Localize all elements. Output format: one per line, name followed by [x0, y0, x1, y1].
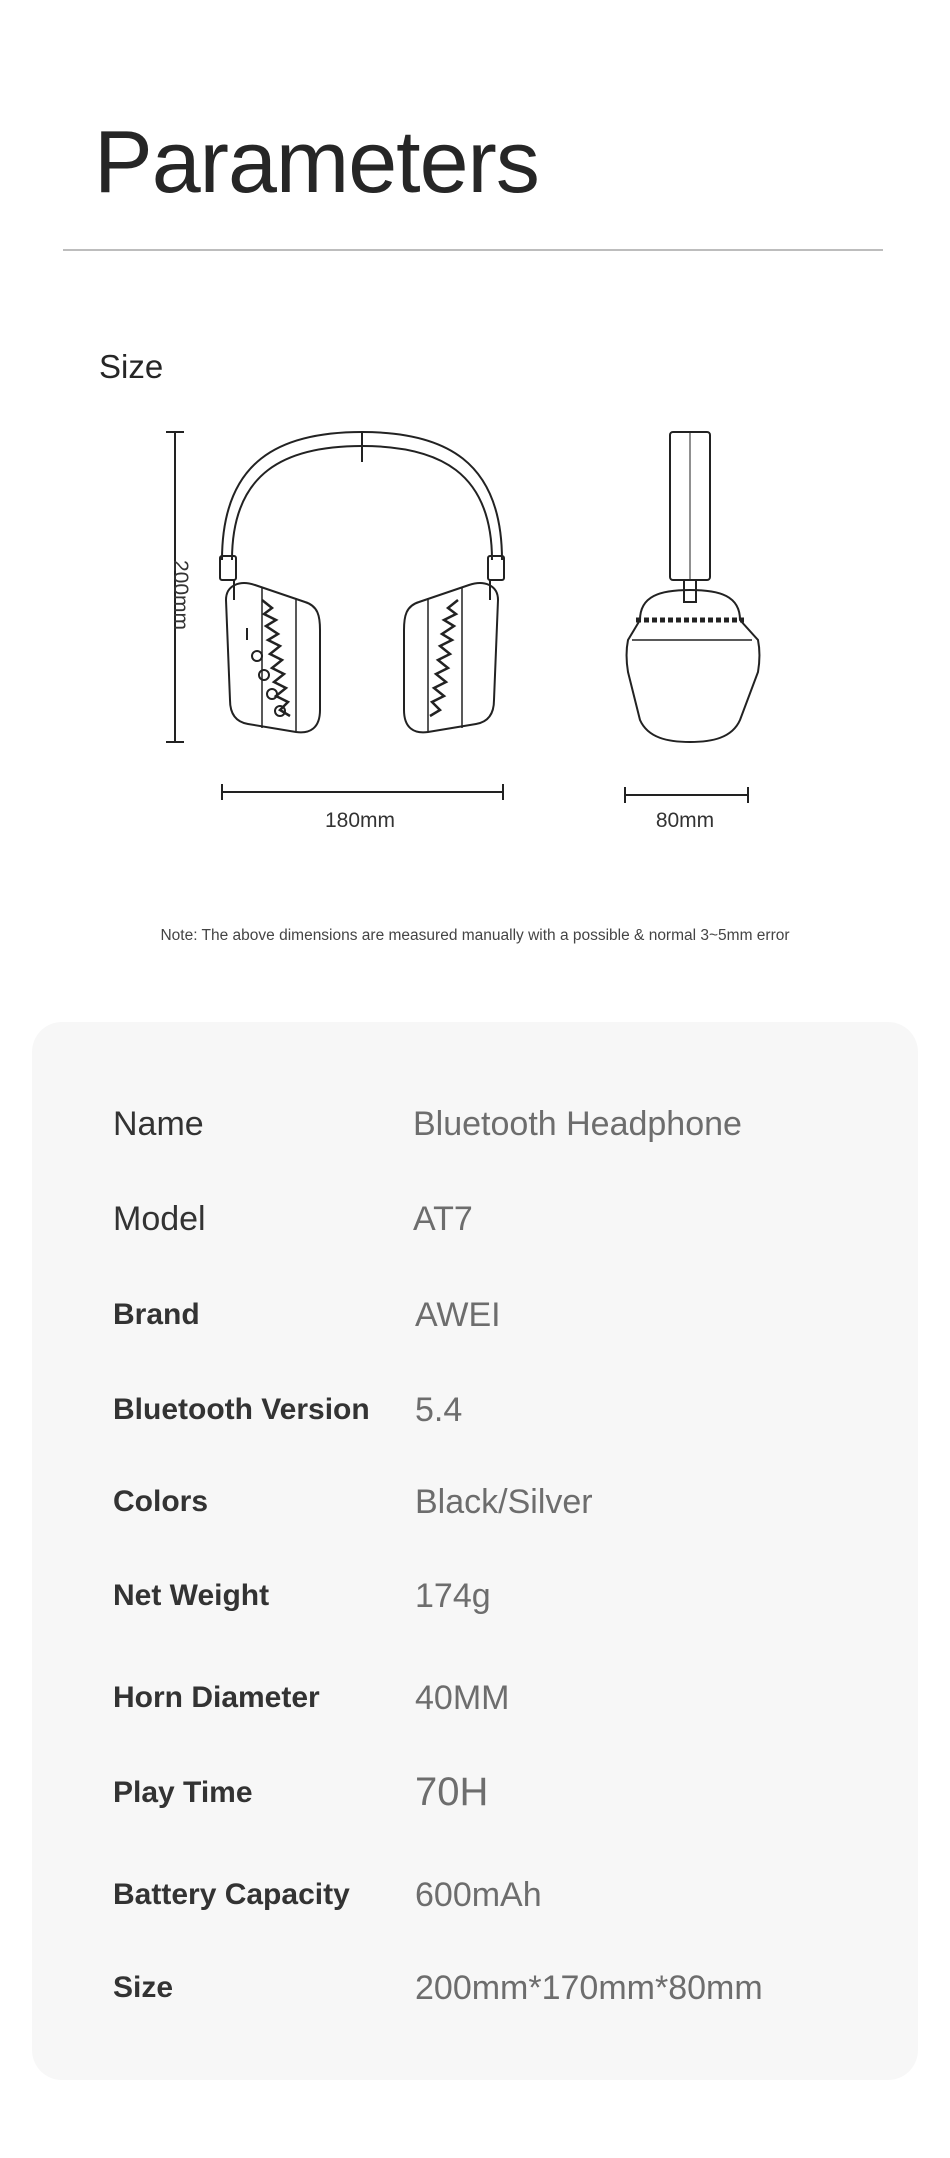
height-dimension-label: 200mm [169, 560, 192, 631]
spec-key: Battery Capacity [113, 1878, 350, 1911]
spec-key: Horn Diameter [113, 1681, 320, 1714]
headphone-dimension-diagram [0, 400, 950, 840]
title-divider [63, 249, 883, 251]
spec-value: Black/Silver [415, 1483, 593, 1521]
width-dimension-line [222, 784, 503, 800]
spec-value: 40MM [415, 1679, 510, 1717]
spec-table [32, 1022, 918, 2080]
width-dimension-label: 180mm [324, 809, 396, 832]
spec-key: Play Time [113, 1776, 253, 1809]
spec-value: Bluetooth Headphone [413, 1105, 742, 1143]
spec-key: Colors [113, 1485, 209, 1518]
spec-value: AT7 [413, 1200, 473, 1238]
spec-value: 70H [415, 1770, 489, 1814]
spec-value: 5.4 [415, 1391, 463, 1429]
spec-key: Model [113, 1200, 206, 1238]
page-title: Parameters [94, 112, 539, 211]
measurement-note: Note: The above dimensions are measured manually with a possible & normal 3~5mm error [160, 927, 790, 944]
spec-value: 200mm*170mm*80mm [415, 1969, 763, 2007]
spec-key: Bluetooth Version [113, 1393, 370, 1426]
spec-key: Name [113, 1105, 204, 1143]
spec-value: AWEI [415, 1296, 501, 1334]
depth-dimension-line [625, 787, 748, 803]
depth-dimension-label: 80mm [655, 809, 715, 832]
spec-value: 600mAh [415, 1876, 542, 1914]
size-section-label: Size [99, 348, 164, 385]
spec-key: Brand [113, 1298, 200, 1331]
spec-key: Size [113, 1971, 174, 2004]
spec-key: Net Weight [113, 1579, 270, 1612]
front-view-headphone [220, 432, 504, 732]
side-view-headphone [627, 432, 760, 742]
spec-value: 174g [415, 1577, 491, 1615]
